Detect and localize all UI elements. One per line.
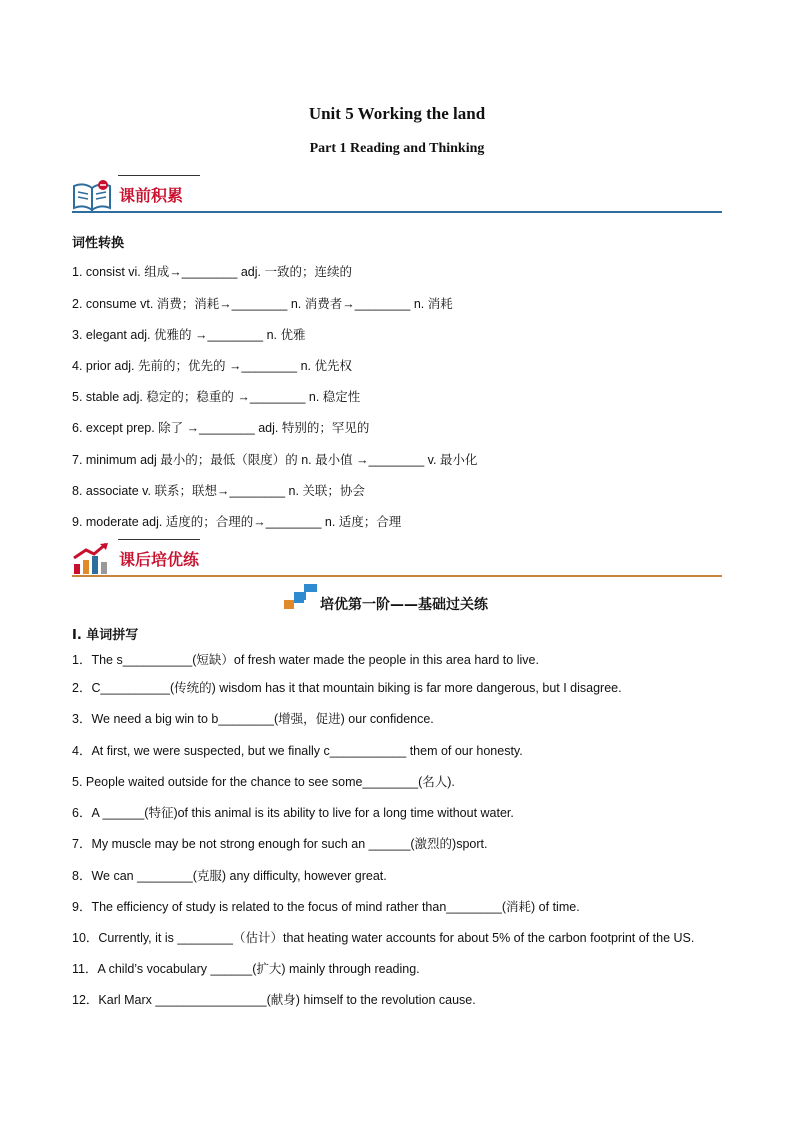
part-heading: I. 单词拼写 [72, 628, 139, 643]
section-header-pre-class [72, 175, 722, 215]
question-item: 9．The efficiency of study is related to the focus of mind rather than________(消耗) of time. [72, 900, 580, 914]
question-item: 6．A ______(特征)of this animal is its ability to live for a long time without water. [72, 806, 514, 820]
vocab-item: 8. associate v. 联系；联想→________ n. 关联；协会 [72, 484, 365, 498]
question-item: 5. People waited outside for the chance to see some________(名人). [72, 775, 455, 789]
section-label: 课后培优练 [119, 550, 200, 569]
question-item: 1．The s__________(短缺）of fresh water made the people in this area hard to live. [72, 653, 539, 667]
stage-title: 培优第一阶——基础过关练 [320, 597, 488, 613]
section-topline [118, 539, 200, 540]
question-item: 8．We can ________(克服) any difficulty, however great. [72, 869, 387, 883]
vocab-item: 2. consume vt. 消费；消耗→________ n. 消费者→________ n. 消耗 [72, 297, 453, 311]
vocab-heading: 词性转换 [72, 236, 125, 251]
stairs-icon [284, 584, 318, 610]
vocab-item: 4. prior adj. 先前的；优先的 →________ n. 优先权 [72, 359, 352, 373]
vocab-item: 3. elegant adj. 优雅的 →________ n. 优雅 [72, 328, 306, 342]
vocab-item: 7. minimum adj 最小的；最低（限度）的 n. 最小值 →________ v. 最小化 [72, 453, 478, 467]
open-book-icon [72, 178, 114, 212]
section-label: 课前积累 [119, 186, 184, 205]
question-item: 7．My muscle may be not strong enough for such an ______(激烈的)sport. [72, 837, 488, 851]
section-divider [72, 575, 722, 577]
bar-chart-arrow-icon [72, 542, 114, 576]
question-item: 11．A child’s vocabulary ______(扩大) mainly through reading. [72, 962, 420, 976]
question-item: 2．C__________(传统的) wisdom has it that mountain biking is far more dangerous, but I disagree. [72, 681, 622, 695]
page-subtitle: Part 1 Reading and Thinking [309, 141, 485, 156]
question-item: 4．At first, we were suspected, but we finally c___________ them of our honesty. [72, 744, 523, 758]
question-item: 3．We need a big win to b________(增强，促进) our confidence. [72, 712, 434, 726]
section-header-post-class [72, 539, 722, 579]
question-item: 10．Currently, it is ________（估计）that heating water accounts for about 5% of the carbon footprint of the US. [72, 931, 695, 945]
section-topline [118, 175, 200, 176]
vocab-item: 6. except prep. 除了 →________ adj. 特别的；罕见的 [72, 421, 370, 435]
question-item: 12．Karl Marx ________________(献身) himself to the revolution cause. [72, 993, 476, 1007]
vocab-item: 1. consist vi. 组成→________ adj. 一致的；连续的 [72, 265, 352, 279]
page-title: Unit 5 Working the land [308, 104, 486, 123]
vocab-item: 9. moderate adj. 适度的；合理的→________ n. 适度；合理 [72, 515, 402, 529]
vocab-item: 5. stable adj. 稳定的；稳重的 →________ n. 稳定性 [72, 390, 361, 404]
section-divider [72, 211, 722, 213]
